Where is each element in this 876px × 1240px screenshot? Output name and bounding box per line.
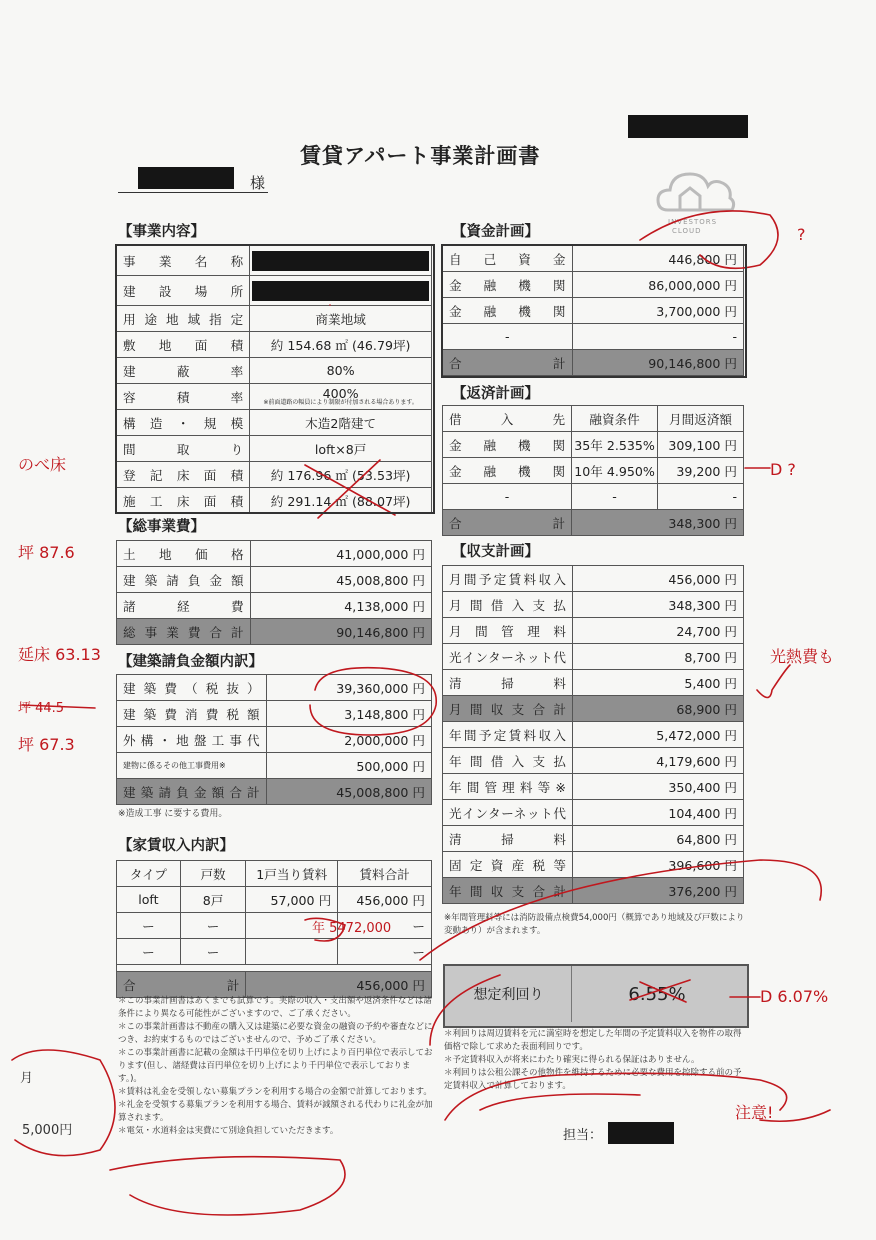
note-item: ＊利回りは公租公課その他物件を維持するために必要な費用を控除する前の予定賃料収入で計算しております。 [444,1068,742,1091]
note-item: ＊予定賃料収入が将来にわたり確実に得られる保証はありません。 [444,1055,700,1065]
honorific: 様 [250,174,266,192]
table-row: 月間管理料 24,700 円 [443,618,744,644]
table-row: 年間予定賃料収入 5,472,000 円 [443,722,744,748]
business-heading: 【事業内容】 [118,224,205,240]
document-title: 賃貸アパート事業計画書 [300,144,541,168]
table-row: loft 8戸 57,000 円 456,000 円 [117,887,432,913]
table-row: 用途地域指定 商業地域 [117,306,432,332]
table-row: 構造・規模 木造2階建て [117,410,432,436]
handwritten-note: 坪 67.3 [18,735,75,754]
table-total-row: 合計 348,300 円 [443,510,744,536]
handwritten-note: 年 5472,000 [312,921,392,936]
table-row: - - - [443,484,744,510]
table-header-row: 借入先 融資条件 月間返済額 [443,406,744,432]
table-row: 月間予定賃料収入 456,000 円 [443,566,744,592]
table-row: 外構・地盤工事代 2,000,000 円 [117,727,432,753]
circle-mark [310,668,436,735]
income-note: ※年間管理料等には消防設備点検費54,000円（概算であり地域及び戸数により変動あり）が含まれます。 [444,913,745,936]
table-row: 土地価格 41,000,000 円 [117,541,432,567]
yield-label: 想定利回り [446,966,572,1022]
handwritten-note: 坪 87.6 [18,543,75,562]
funding-heading: 【資金計画】 [452,224,539,240]
construction-heading: 【建築請負金額内訳】 [118,654,263,670]
table-row: 年間借入支払 4,179,600 円 [443,748,744,774]
circle-mark [110,1157,345,1215]
table-row: 諸経費 4,138,000 円 [117,593,432,619]
logo-line2: CLOUD [672,227,702,235]
handwritten-note: D 6.07% [760,987,829,1006]
note-item: ＊この事業計画書は不動産の購入又は建築に必要な資金の融資の予約や審査などにつき、お約束するものではございませんので、予めご了承ください。 [118,1022,433,1045]
handwritten-note: 月 [20,1071,34,1086]
table-row: 月間借入支払 348,300 円 [443,592,744,618]
table-row: 清掃料 5,400 円 [443,670,744,696]
table-total-row: 月間収支合計 68,900 円 [443,696,744,722]
table-row: 金融機関 3,700,000 円 [443,298,744,324]
handwritten-note: 光熱費も [770,647,835,666]
table-header-row: タイプ 戸数 1戸当り賃料 賃料合計 [117,861,432,887]
table-total-row: 合計 456,000 円 [117,972,432,998]
table-row: 建築費（税抜） 39,360,000 円 [117,675,432,701]
note-item: ＊電気・水道料金は実費にて別途負担していただきます。 [118,1126,339,1136]
table-row: 建築請負金額 45,008,800 円 [117,567,432,593]
table-total-row: 年間収支合計 376,200 円 [443,878,744,904]
table-row: 清掃料 64,800 円 [443,826,744,852]
table-row: 金融機関 86,000,000 円 [443,272,744,298]
income-heading: 【収支計画】 [452,544,539,560]
table-row: 容積率 400% ※前面道路の幅員により制限が付加される場合あります。 [117,384,432,410]
note-item: ＊この事業計画書に記載の金額は千円単位を切り上げにより百円単位で表示しております(但し、諸経費は百円単位を切り上げにより千円単位で表示しております。)。 [118,1048,433,1084]
note-item: ＊この事業計画書はあくまでも試算です。実際の収入・支出額や返済条件などは諸条件により異なる可能性がございますので、ご了承ください。 [118,996,432,1019]
table-row: 自己資金 446,800 円 [443,246,744,272]
logo-line1: INVESTORS [668,218,718,226]
note-item: ＊賃料は礼金を受領しない募集プランを利用する場合の金額で計算しております。 [118,1087,432,1097]
strike-mark [305,465,395,515]
table-row: 間取り loft×8戸 [117,436,432,462]
handwritten-note: 注意! [735,1103,774,1122]
table-row: 建築費消費税額 3,148,800 円 [117,701,432,727]
handwritten-question: ? [797,225,806,244]
yield-value: 6.55% [628,983,686,1005]
table-row: ー ー ー [117,913,432,939]
table-total-row: 建築請負金額合計 45,008,800 円 [117,779,432,805]
table-row: 登記床面積 約 176.96 ㎡ (53.53坪) [117,462,432,488]
construction-note: ※造成工事 に要する費用。 [118,809,228,819]
staff-label: 担当： [563,1128,603,1143]
table-row: 金融機関 35年 2.535% 309,100 円 [443,432,744,458]
table-row: 光インターネット代 104,400 円 [443,800,744,826]
table-total-row: 合計 90,146,800 円 [443,350,744,376]
note-item: ＊礼金を受領する募集プランを利用する場合、賃料が減額される代わりに礼金が加算されます。 [118,1100,433,1123]
table-row: 敷地面積 約 154.68 ㎡ (46.79坪) [117,332,432,358]
table-row: 建物に係るその他工事費用※ 500,000 円 [117,753,432,779]
table-row: ー ー ー [117,939,432,965]
table-row: 年間管理料等※ 350,400 円 [443,774,744,800]
repayment-heading: 【返済計画】 [452,386,539,402]
table-row: 固定資産税等 396,600 円 [443,852,744,878]
table-row: 建設場所 [117,276,432,306]
total-cost-heading: 【総事業費】 [118,519,205,535]
circle-mark [640,211,778,268]
table-row: 建蔽率 80% [117,358,432,384]
table-row: 施工床面積 約 291.14 ㎡ (88.07坪) [117,488,432,514]
handwritten-note: 5,000円 [22,1123,73,1138]
table-row: 金融機関 10年 4.950% 39,200 円 [443,458,744,484]
note-item: ＊利回りは周辺賃料を元に満室時を想定した年間の予定賃料収入を物件の取得価格で除して求めた表面利回りです。 [444,1029,742,1052]
table-row: - - [443,324,744,350]
rent-heading: 【家賃収入内訳】 [118,838,234,854]
handwritten-question: D ? [770,460,796,479]
table-total-row: 総事業費合計 90,146,800 円 [117,619,432,645]
table-row: 光インターネット代 8,700 円 [443,644,744,670]
table-row: 事業名称 [117,246,432,276]
handwritten-note: のべ床 [18,455,67,474]
handwritten-note: 延床 63.13 [18,645,101,664]
floor-area-note: ※前面道路の幅員により制限が付加される場合あります。 [263,398,418,406]
handwritten-note: 坪 44.5 [18,701,65,716]
